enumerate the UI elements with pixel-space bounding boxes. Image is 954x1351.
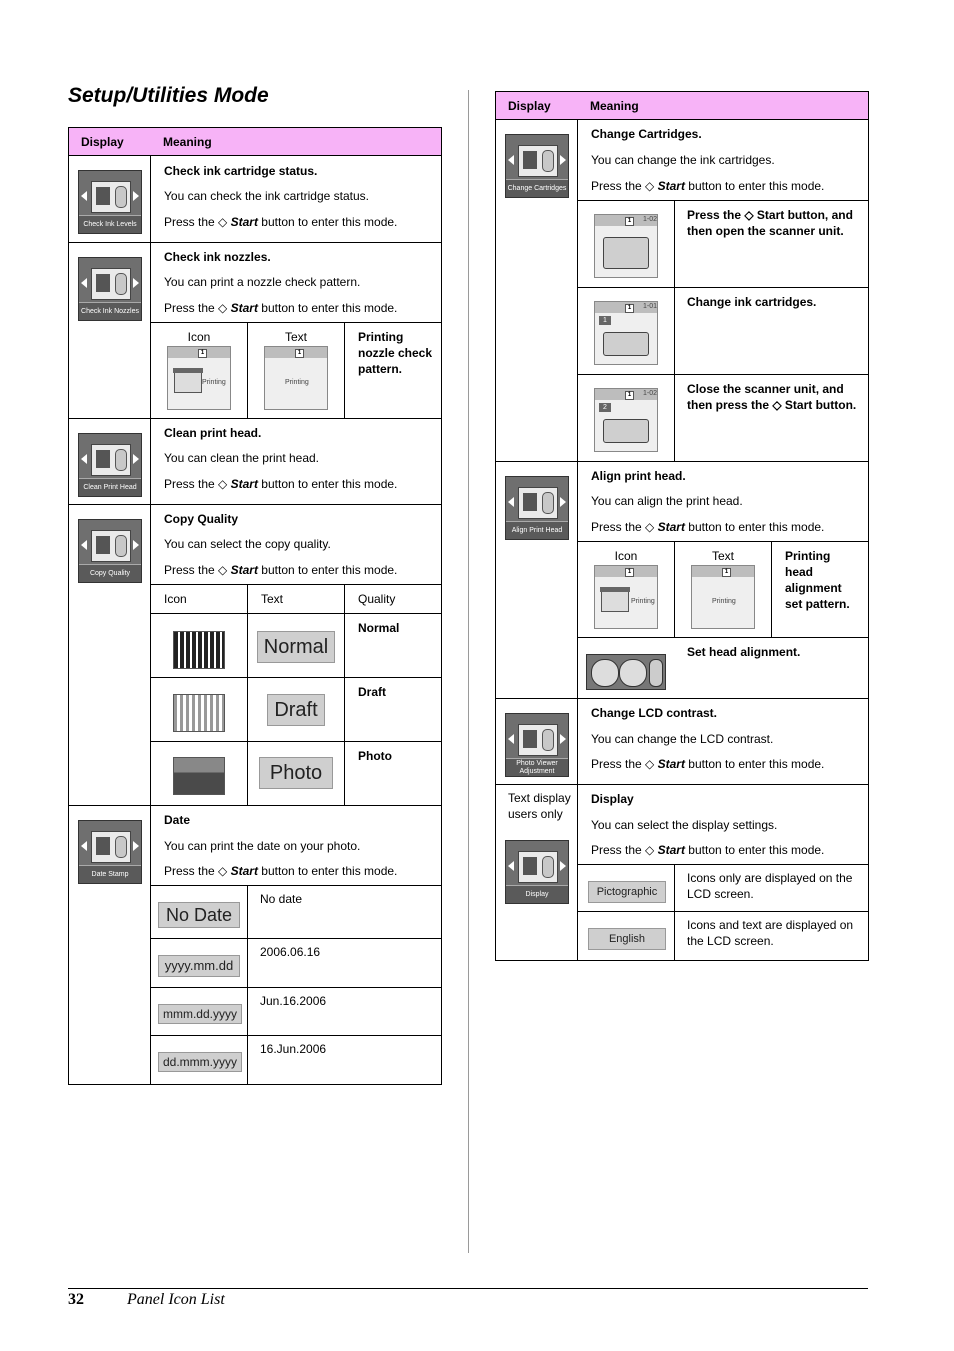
photo-quality-icon <box>173 757 225 795</box>
draft-word: Draft <box>267 694 325 726</box>
lcd-contrast-desc: You can change the LCD contrast. <box>591 732 774 746</box>
normal-quality-icon <box>173 631 225 669</box>
pictographic-word: Pictographic <box>588 881 666 903</box>
display-header: Display <box>81 135 124 149</box>
align-print-head-icon: Align Print Head <box>505 476 569 540</box>
table-header-right <box>496 92 868 120</box>
quality-col-quality: Quality <box>358 592 396 606</box>
date-press: Press the ◇ Start button to enter this mode. <box>164 864 398 878</box>
photo-viewer-adjustment-icon: Photo Viewer Adjustment <box>505 713 569 777</box>
set-alignment-icon <box>586 654 666 690</box>
step2-lcd: 1 1-01 1 <box>594 301 658 365</box>
align-pattern-desc: Printing head alignment set pattern. <box>785 549 850 611</box>
footer-rule <box>68 1288 868 1289</box>
clean-print-head-icon: Clean Print Head <box>78 433 142 497</box>
display-press: Press the ◇ Start button to enter this mode. <box>591 843 825 857</box>
step3-lcd: 1 1-02 2 <box>594 388 658 452</box>
page-number: 32 <box>68 1291 84 1308</box>
meaning-header: Meaning <box>163 135 212 149</box>
no-date-value: No date <box>260 892 303 906</box>
dd-mmm-yyyy-value: 16.Jun.2006 <box>260 1042 327 1056</box>
align-head-desc: You can align the print head. <box>591 494 743 508</box>
check-ink-nozzles-icon: Check Ink Nozzles <box>78 257 142 321</box>
align-head-title: Align print head. <box>591 469 686 483</box>
setup-table-left <box>68 127 442 1085</box>
table-header <box>69 128 441 156</box>
set-alignment-text: Set head alignment. <box>687 645 801 659</box>
normal-word: Normal <box>257 631 335 663</box>
photo-word: Photo <box>259 757 333 789</box>
english-text: Icons and text are displayed on the LCD screen. <box>687 918 854 948</box>
clean-head-press: Press the ◇ Start button to enter this mode. <box>164 477 398 491</box>
check-nozzles-press: Press the ◇ Start button to enter this mode. <box>164 301 398 315</box>
copy-quality-icon: Copy Quality <box>78 519 142 583</box>
change-cart-desc: You can change the ink cartridges. <box>591 153 775 167</box>
align-text-label: Text <box>711 549 734 563</box>
display-desc: You can select the display settings. <box>591 818 778 832</box>
copy-quality-desc: You can select the copy quality. <box>164 537 331 551</box>
page-title: Setup/Utilities Mode <box>68 84 269 107</box>
mmm-dd-yyyy-value: Jun.16.2006 <box>260 994 327 1008</box>
yyyy-mm-dd-value: 2006.06.16 <box>260 945 321 959</box>
lcd-contrast-title: Change LCD contrast. <box>591 706 718 720</box>
nozzle-lcd-icon: 1 Printing <box>167 346 231 410</box>
check-nozzles-title: Check ink nozzles. <box>164 250 271 264</box>
check-nozzles-desc: You can print a nozzle check pattern. <box>164 275 361 289</box>
step2-text: Change ink cartridges. <box>687 295 817 309</box>
no-date-word: No Date <box>158 902 240 928</box>
step1-lcd: 1 1-02 <box>594 214 658 278</box>
check-ink-levels-icon: Check Ink Levels <box>78 170 142 234</box>
check-ink-title: Check ink cartridge status. <box>164 164 318 178</box>
nozzle-lcd-text: 1 Printing <box>264 346 328 410</box>
draft-quality-icon <box>173 694 225 732</box>
display-title: Display <box>591 792 634 806</box>
align-head-press: Press the ◇ Start button to enter this mode. <box>591 520 825 534</box>
date-desc: You can print the date on your photo. <box>164 839 361 853</box>
nozzle-text-label: Text <box>284 330 307 344</box>
lcd-contrast-press: Press the ◇ Start button to enter this mode. <box>591 757 825 771</box>
copy-quality-press: Press the ◇ Start button to enter this mode. <box>164 563 398 577</box>
quality-col-text: Text <box>261 592 284 606</box>
align-icon-label: Icon <box>614 549 638 563</box>
meaning-header-right: Meaning <box>590 99 639 113</box>
step1-text: Press the ◇ Start button, and then open the scanner unit. <box>687 208 853 238</box>
mmm-dd-yyyy-word: mmm.dd.yyyy <box>158 1004 242 1024</box>
display-note: Text display users only <box>508 791 571 821</box>
column-divider <box>468 90 469 1253</box>
date-stamp-icon: Date Stamp <box>78 820 142 884</box>
english-word: English <box>588 928 666 950</box>
dd-mmm-yyyy-word: dd.mmm.yyyy <box>158 1052 242 1072</box>
nozzle-pattern-desc: Printing nozzle check pattern. <box>358 330 433 376</box>
change-cart-title: Change Cartridges. <box>591 127 702 141</box>
yyyy-mm-dd-word: yyyy.mm.dd <box>158 955 240 977</box>
check-ink-desc: You can check the ink cartridge status. <box>164 189 370 203</box>
clean-head-title: Clean print head. <box>164 426 262 440</box>
change-cartridges-icon: Change Cartridges <box>505 134 569 198</box>
date-title: Date <box>164 813 191 827</box>
pictographic-text: Icons only are displayed on the LCD screen. <box>687 871 853 901</box>
align-lcd-icon: 1 Printing <box>594 565 658 629</box>
setup-table-right <box>495 91 869 961</box>
normal-label: Normal <box>358 621 400 635</box>
copy-quality-title: Copy Quality <box>164 512 239 526</box>
clean-head-desc: You can clean the print head. <box>164 451 320 465</box>
change-cart-press: Press the ◇ Start button to enter this mode. <box>591 179 825 193</box>
align-lcd-text: 1 Printing <box>691 565 755 629</box>
draft-label: Draft <box>358 685 387 699</box>
display-header-right: Display <box>508 99 551 113</box>
quality-col-icon: Icon <box>164 592 187 606</box>
photo-label: Photo <box>358 749 392 763</box>
step3-text: Close the scanner unit, and then press the ◇ Start button. <box>687 382 857 412</box>
section-title: Panel Icon List <box>127 1291 225 1308</box>
display-icon: Display <box>505 840 569 904</box>
nozzle-icon-label: Icon <box>187 330 211 344</box>
check-ink-press: Press the ◇ Start button to enter this mode. <box>164 215 398 229</box>
